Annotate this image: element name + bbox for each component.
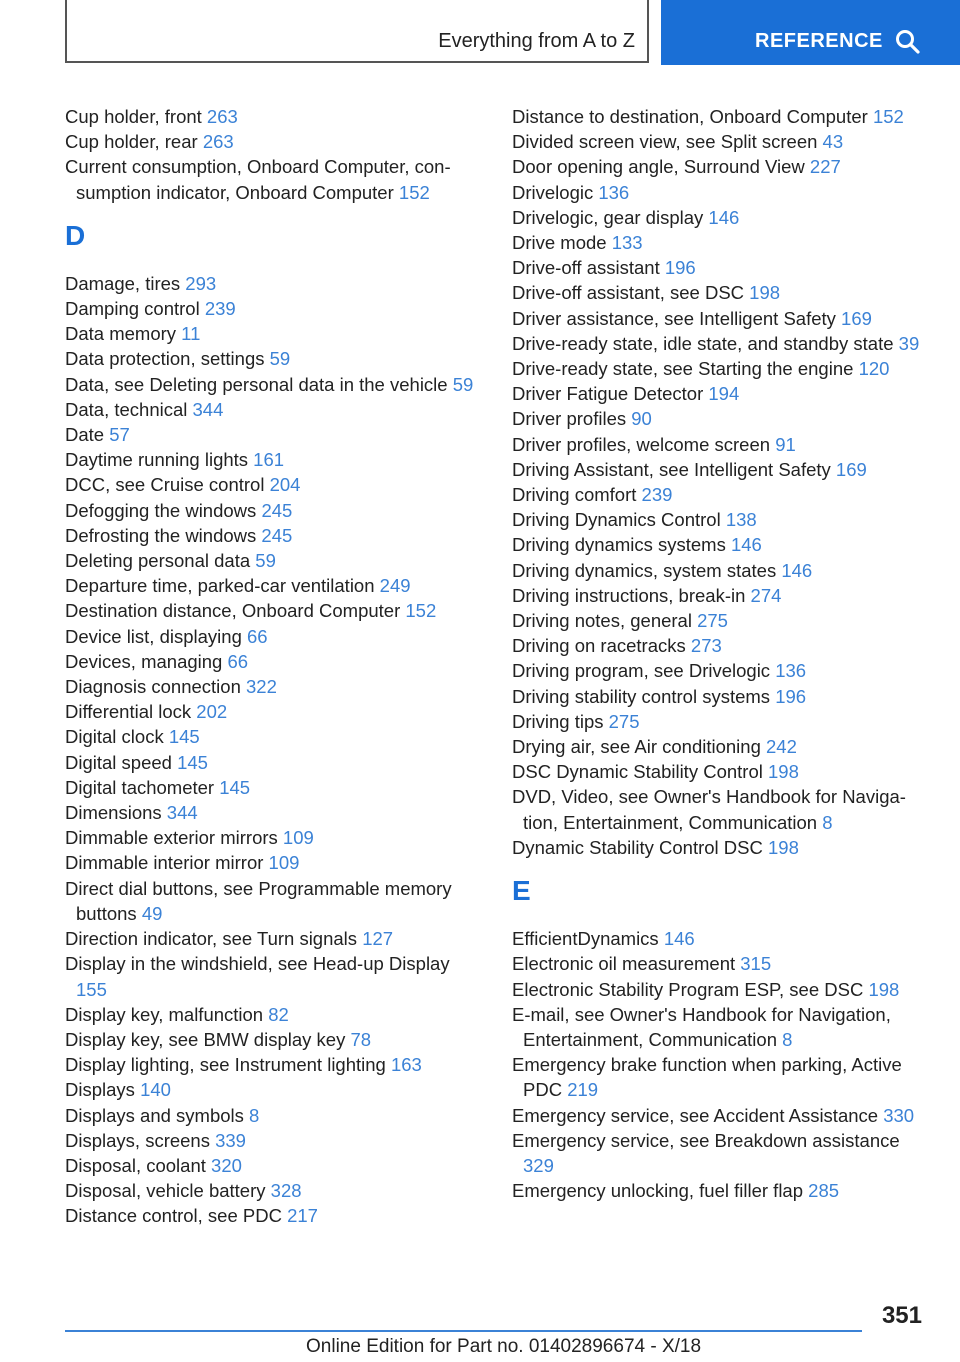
index-entry-text: Display in the windshield, see Head-up Display <box>65 953 450 975</box>
index-entry-text: Diagnosis connection <box>65 676 241 698</box>
page-link[interactable]: 90 <box>631 408 652 430</box>
index-entry <box>512 1002 932 1052</box>
index-entry-text: Defrosting the windows <box>65 524 257 546</box>
page-number: 351 <box>881 1302 922 1329</box>
index-entry-text: Data, see Deleting personal data in the vehicle <box>65 373 448 395</box>
index-entry <box>65 724 485 749</box>
page-link[interactable]: 152 <box>398 181 430 203</box>
page-link[interactable]: 245 <box>261 499 293 521</box>
index-entry-text: Driving stability control systems <box>512 685 771 707</box>
page-link[interactable]: 152 <box>405 600 437 622</box>
index-entry <box>65 372 485 397</box>
index-entry-text: Direction indicator, see Turn signals <box>65 928 358 950</box>
page-link[interactable]: 8 <box>249 1104 260 1126</box>
index-entry-text: Driving tips <box>512 710 604 732</box>
index-entry <box>512 977 932 1002</box>
index-entry <box>65 422 485 447</box>
page-link[interactable]: 146 <box>781 559 813 581</box>
index-entry-text: Digital speed <box>65 751 172 773</box>
page-link[interactable]: 198 <box>768 836 799 858</box>
index-entry-text: Emergency brake function when parking, Active PDC <box>512 1054 902 1101</box>
index-entry <box>65 1052 485 1077</box>
index-entry-text: Current consumption, Onboard Computer, consumption indicator, Onboard Computer <box>65 156 451 203</box>
page-link[interactable]: 322 <box>246 676 277 698</box>
index-entry <box>512 255 932 280</box>
index-entry-text: Emergency service, see Accident Assistance <box>512 1104 879 1126</box>
index-entry <box>65 321 485 346</box>
page-link[interactable]: 249 <box>379 575 411 597</box>
index-entry-text: Driver Fatigue Detector <box>512 383 704 405</box>
page-link[interactable]: 66 <box>227 650 249 672</box>
index-entry <box>65 129 485 154</box>
page-link[interactable]: 196 <box>664 257 696 279</box>
page-link[interactable]: 198 <box>868 978 900 1000</box>
index-entry-text: Drivelogic <box>512 181 594 203</box>
page-link[interactable]: 263 <box>202 131 234 153</box>
index-entry <box>65 271 485 296</box>
index-entry <box>512 129 932 154</box>
page-link[interactable]: 155 <box>76 978 107 1000</box>
index-entry-text: Drying air, see Air conditioning <box>512 736 761 758</box>
page-link[interactable]: 169 <box>835 458 867 480</box>
index-entry-text: Display key, see BMW display key <box>65 1028 346 1050</box>
index-entry <box>512 331 932 356</box>
index-entry-text: Displays and symbols <box>65 1104 244 1126</box>
index-entry-text: Disposal, vehicle battery <box>65 1180 266 1202</box>
index-entry <box>512 835 932 860</box>
index-entry-text: Display key, malfunction <box>65 1003 264 1025</box>
page-link[interactable]: 91 <box>775 433 796 455</box>
index-entry-text: Defogging the windows <box>65 499 257 521</box>
page-link[interactable]: 152 <box>872 106 904 127</box>
page-link[interactable]: 242 <box>766 736 797 758</box>
index-entry <box>512 784 932 834</box>
index-entry <box>65 1027 485 1052</box>
section-header <box>65 0 649 63</box>
index-entry <box>65 498 485 523</box>
page-link[interactable]: 57 <box>109 424 130 446</box>
page-link[interactable]: 146 <box>730 534 762 556</box>
index-entry-text: E-mail, see Owner's Handbook for Navigation, Entertainment, Communication <box>512 1003 891 1050</box>
page-link[interactable]: 202 <box>196 701 228 723</box>
index-entry <box>65 1153 485 1178</box>
page-link[interactable]: 133 <box>611 232 643 254</box>
index-column-right <box>512 104 932 1203</box>
index-entry <box>65 775 485 800</box>
index-entry <box>512 507 932 532</box>
index-entry <box>65 154 485 204</box>
reference-tab[interactable] <box>661 0 960 65</box>
index-entry-text: Disposal, coolant <box>65 1154 206 1176</box>
index-entry <box>512 280 932 305</box>
index-entry-text: Direct dial buttons, see Programmable memory buttons <box>65 877 452 924</box>
page-link[interactable]: 49 <box>141 902 163 924</box>
index-entry <box>65 649 485 674</box>
index-entry-text: Driving Dynamics Control <box>512 509 721 531</box>
page-link[interactable]: 285 <box>808 1180 840 1202</box>
page-link[interactable]: 293 <box>185 272 217 294</box>
index-entry-text: Data protection, settings <box>65 348 265 370</box>
index-entry-text: Drive-ready state, idle state, and standby state <box>512 332 894 354</box>
index-entry <box>512 759 932 784</box>
index-entry <box>512 180 932 205</box>
index-entry <box>65 1103 485 1128</box>
index-entry-text: DCC, see Cruise control <box>65 474 265 496</box>
index-entry <box>65 951 485 1001</box>
index-entry-text: Driving program, see Drivelogic <box>512 660 771 682</box>
page-link[interactable]: 145 <box>168 726 200 748</box>
page-link[interactable]: 275 <box>697 610 728 632</box>
index-entry-text: Driving notes, general <box>512 610 692 632</box>
index-entry <box>512 104 932 129</box>
page-link[interactable]: 339 <box>215 1129 246 1151</box>
page-link[interactable]: 145 <box>219 776 251 798</box>
index-entry <box>512 633 932 658</box>
index-entry <box>65 1128 485 1153</box>
page-link[interactable]: 138 <box>725 509 757 531</box>
index-entry <box>512 1103 932 1128</box>
page-link[interactable]: 120 <box>858 358 890 380</box>
page-link[interactable]: 66 <box>247 625 268 647</box>
index-entry-text: Distance control, see PDC <box>65 1205 282 1227</box>
index-entry-text: Distance to destination, Onboard Computer <box>512 106 868 127</box>
index-entry <box>512 658 932 683</box>
index-entry-text: Cup holder, rear <box>65 131 198 153</box>
index-entry <box>65 104 485 129</box>
index-entry <box>65 397 485 422</box>
index-column-left <box>65 104 485 1229</box>
index-entry <box>65 346 485 371</box>
index-entry-text: Destination distance, Onboard Computer <box>65 600 401 622</box>
page-link[interactable]: 146 <box>708 206 740 228</box>
index-entry <box>65 1178 485 1203</box>
index-entry <box>512 684 932 709</box>
index-entry-text: DVD, Video, see Owner's Handbook for Navigation, Entertainment, Communication <box>512 786 906 833</box>
index-entry-text: Door opening angle, Surround View <box>512 156 805 178</box>
page-link[interactable]: 196 <box>775 685 807 707</box>
index-entry <box>512 432 932 457</box>
page-link[interactable]: 163 <box>390 1054 422 1076</box>
page-link[interactable]: 330 <box>883 1104 915 1126</box>
index-entry <box>512 406 932 431</box>
index-entry-text: Driving dynamics systems <box>512 534 726 556</box>
index-entry <box>512 709 932 734</box>
index-entry-text: Displays <box>65 1079 135 1101</box>
section-title: Everything from A to Z <box>438 30 635 52</box>
index-letter-heading: D <box>65 219 86 251</box>
index-entry <box>512 926 932 951</box>
index-entry <box>65 598 485 623</box>
page-link[interactable]: 315 <box>740 953 772 975</box>
page-link[interactable]: 217 <box>287 1205 318 1227</box>
index-entry <box>512 532 932 557</box>
page-link[interactable]: 239 <box>204 298 236 320</box>
page-link[interactable]: 109 <box>268 852 300 874</box>
index-entry-text: Dynamic Stability Control DSC <box>512 836 763 858</box>
footer-divider <box>65 1330 862 1332</box>
index-entry-text: Driving Assistant, see Intelligent Safety <box>512 458 831 480</box>
index-entry <box>512 205 932 230</box>
page-link[interactable]: 245 <box>261 524 293 546</box>
index-entry-text: Departure time, parked-car ventilation <box>65 575 375 597</box>
index-entry-text: Displays, screens <box>65 1129 210 1151</box>
page-link[interactable]: 39 <box>898 332 920 354</box>
index-entry <box>65 523 485 548</box>
page-link[interactable]: 273 <box>690 635 722 657</box>
reference-label: REFERENCE <box>755 30 883 52</box>
page-link[interactable]: 204 <box>269 474 301 496</box>
index-entry-text: Driving dynamics, system states <box>512 559 777 581</box>
index-entry <box>512 1052 932 1102</box>
edition-text <box>306 1336 701 1358</box>
index-entry <box>512 1178 932 1203</box>
search-icon[interactable] <box>895 29 921 55</box>
index-entry <box>65 699 485 724</box>
index-entry-text: Driver profiles <box>512 408 627 430</box>
page-link[interactable]: 127 <box>362 928 394 950</box>
index-entry-text: Data, technical <box>65 398 188 420</box>
index-entry <box>512 951 932 976</box>
index-entry-text: Driving comfort <box>512 484 637 506</box>
index-entry-text: Emergency service, see Breakdown assistance <box>512 1129 900 1151</box>
index-entry <box>512 558 932 583</box>
index-entry <box>65 674 485 699</box>
page-link[interactable]: 109 <box>282 827 314 849</box>
page-link[interactable]: 320 <box>211 1154 242 1176</box>
index-entry-text: Damage, tires <box>65 272 181 294</box>
index-entry <box>65 573 485 598</box>
page-link[interactable]: 263 <box>206 106 238 127</box>
index-entry-text: Electronic Stability Program ESP, see DSC <box>512 978 864 1000</box>
page-link[interactable]: 329 <box>523 1154 554 1176</box>
page-link[interactable]: 8 <box>822 811 833 833</box>
page-link[interactable]: 59 <box>269 348 291 370</box>
index-entry-text: Data memory <box>65 323 177 345</box>
index-entry <box>65 548 485 573</box>
index-entry <box>65 800 485 825</box>
index-entry <box>512 583 932 608</box>
index-entry <box>65 750 485 775</box>
index-letter-heading: E <box>512 875 531 907</box>
index-entry <box>512 306 932 331</box>
index-entry-text: Date <box>65 424 105 446</box>
index-entry-text: Differential lock <box>65 701 192 723</box>
index-entry-text: Driving instructions, break-in <box>512 584 746 606</box>
index-entry <box>512 154 932 179</box>
page-link[interactable]: 169 <box>841 307 872 329</box>
index-entry <box>512 230 932 255</box>
index-entry <box>65 850 485 875</box>
page-link[interactable]: 344 <box>166 802 198 824</box>
index-entry <box>65 472 485 497</box>
page-link[interactable]: 78 <box>350 1028 372 1050</box>
index-entry-text: EfficientDynamics <box>512 928 659 950</box>
index-entry-text: Digital clock <box>65 726 164 748</box>
page-link[interactable]: 275 <box>608 710 640 732</box>
index-entry-text: Devices, managing <box>65 650 223 672</box>
index-entry-text: Device list, displaying <box>65 625 242 647</box>
page-link[interactable]: 59 <box>452 373 474 395</box>
index-entry-text: Cup holder, front <box>65 106 202 127</box>
index-entry-text: Dimensions <box>65 802 162 824</box>
index-entry-text: Dimmable interior mirror <box>65 852 264 874</box>
index-entry <box>512 482 932 507</box>
index-entry <box>65 296 485 321</box>
page-link[interactable]: 344 <box>192 398 224 420</box>
index-entry <box>512 381 932 406</box>
page-link[interactable]: 82 <box>268 1003 289 1025</box>
page-link[interactable]: 219 <box>567 1079 599 1101</box>
page-link[interactable]: 136 <box>775 660 807 682</box>
index-entry <box>512 1128 932 1178</box>
index-entry-text: Dimmable exterior mirrors <box>65 827 278 849</box>
index-entry-text: DSC Dynamic Stability Control <box>512 761 763 783</box>
index-entry-text: Damping control <box>65 298 200 320</box>
index-entry-text: Driving on racetracks <box>512 635 686 657</box>
index-entry <box>65 624 485 649</box>
index-entry-text: Drivelogic, gear display <box>512 206 704 228</box>
index-entry <box>512 356 932 381</box>
index-entry <box>65 926 485 951</box>
index-entry-text: Electronic oil measurement <box>512 953 736 975</box>
index-entry <box>65 1002 485 1027</box>
index-entry <box>65 1203 485 1228</box>
index-entry <box>512 734 932 759</box>
page-link[interactable]: 43 <box>822 131 844 153</box>
page-link[interactable]: 161 <box>253 449 285 471</box>
page-link[interactable]: 227 <box>809 156 841 178</box>
page-link[interactable]: 194 <box>708 383 740 405</box>
index-entry-text: Drive mode <box>512 232 607 254</box>
page-link[interactable]: 145 <box>177 751 208 773</box>
index-entry-text: Drive-off assistant, see DSC <box>512 282 745 304</box>
page-link[interactable]: 146 <box>663 928 695 950</box>
page-link[interactable]: 136 <box>598 181 630 203</box>
index-entry-text: Digital tachometer <box>65 776 215 798</box>
index-entry <box>512 457 932 482</box>
index-entry-text: Daytime running lights <box>65 449 249 471</box>
page-link[interactable]: 328 <box>270 1180 302 1202</box>
index-entry-text: Divided screen view, see Split screen <box>512 131 818 153</box>
page-link[interactable]: 239 <box>641 484 673 506</box>
page-link[interactable]: 198 <box>749 282 781 304</box>
index-entry-text: Display lighting, see Instrument lighting <box>65 1054 386 1076</box>
page-link[interactable]: 11 <box>181 323 201 345</box>
index-entry <box>65 447 485 472</box>
index-entry-text: Drive-ready state, see Starting the engine <box>512 358 854 380</box>
index-entry <box>65 825 485 850</box>
index-entry <box>65 1077 485 1102</box>
page-link[interactable]: 59 <box>255 550 276 572</box>
index-entry-text: Emergency unlocking, fuel filler flap <box>512 1180 804 1202</box>
index-entry <box>65 876 485 926</box>
index-entry <box>512 608 932 633</box>
index-entry-text: Driver profiles, welcome screen <box>512 433 771 455</box>
index-entry-text: Driver assistance, see Intelligent Safety <box>512 307 836 329</box>
page-link[interactable]: 140 <box>140 1079 171 1101</box>
page-link[interactable]: 198 <box>768 761 799 783</box>
edition-label: Online Edition for Part no. 01402896674 - X/18 <box>306 1336 702 1357</box>
index-entry-text: Drive-off assistant <box>512 257 660 279</box>
page-link[interactable]: 274 <box>750 584 782 606</box>
index-entry-text: Deleting personal data <box>65 550 251 572</box>
page-link[interactable]: 8 <box>782 1028 793 1050</box>
